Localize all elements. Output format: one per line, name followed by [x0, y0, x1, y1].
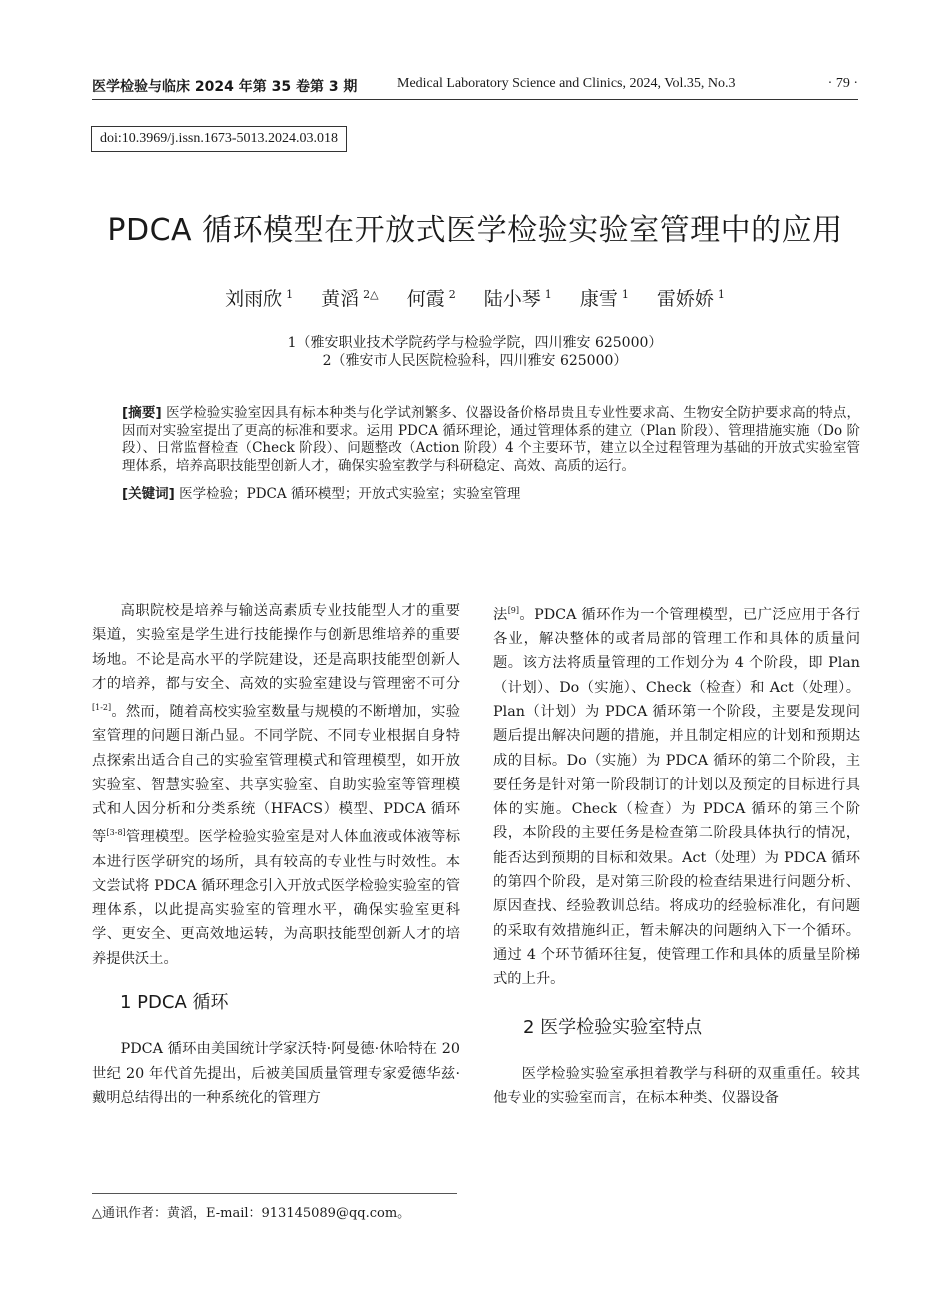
keywords-text: 医学检验；PDCA 循环模型；开放式实验室；实验室管理: [179, 486, 521, 502]
keywords-label: [关键词]: [122, 486, 175, 502]
affiliation-2: 2（雅安市人民医院检验科，四川雅安 625000）: [322, 353, 628, 369]
citation: [1-2]: [92, 703, 112, 713]
paragraph: PDCA 循环由美国统计学家沃特·阿曼德·休哈特在 20 世纪 20 年代首先提出，后被美国质量管理专家爱德华兹·戴明总结得出的一种系统化的管理方: [92, 1041, 460, 1106]
author-list: [0, 284, 950, 311]
keywords: [122, 482, 860, 502]
paragraph: 高职院校是培养与输送高素质专业技能型人才的重要渠道，实验室是学生进行技能操作与创新思维培养的重要场地。不论是高水平的学院建设，还是高职技能型创新人才的培养，都与安全、高效的实验室建设与管理密不可分[1-2]。然而，随着高校实验室数量与规模的不断增加，实验室管理的问题日渐凸显。不同学院、不同专业根据自身特点探索出适合自己的实验室管理模式和管理模型，如开放实验室、智慧实验室、共享实验室、自助实验室等管理模式和人因分析和分类系统（HFACS）模型、PDCA 循环等[3-8]管理模型。医学检验实验室是对人体血液或体液等标本进行医学研究的场所，具有较高的专业性与时效性。本文尝试将 PDCA 循环理念引入开放式医学检验实验室的管理体系，以此提高实验室的管理水平，确保实验室更科学、更安全、更高效地运转，为高职技能型创新人才的培养提供沃土。: [92, 603, 461, 967]
doi-box: doi:10.3969/j.issn.1673-5013.2024.03.018: [91, 126, 347, 152]
author: 刘雨欣 $^1$: [225, 287, 294, 310]
paragraph: 医学检验实验室承担着教学与科研的双重重任。较其他专业的实验室而言，在标本种类、仪器设备: [493, 1065, 860, 1107]
footnote-rule: [92, 1193, 457, 1194]
author: 陆小琴 $^1$: [483, 287, 552, 310]
header-rule: [92, 99, 858, 100]
section-heading-1: 1 PDCA 循环: [120, 991, 229, 1013]
journal-title-cn: 医学检验与临床 2024 年第 35 卷第 3 期: [92, 79, 358, 95]
author: 何霞 $^2$: [406, 287, 456, 310]
paragraph: 法[9]。PDCA 循环作为一个管理模型，已广泛应用于各行各业，解决整体的或者局部的管理工作和具体的质量问题。该方法将质量管理的工作划分为 4 个阶段，即 Plan（计划）、Do（实施）、Check（检查）和 Act（处理）。Plan（计划）为 PDCA 循环第一个阶段，主要是发现问题后提出解决问题的措施，并且制定相应的计划和预期达成的目标。Do（实施）为 PDCA 循环的第二个阶段，主要任务是针对第一阶段制订的计划以及预定的目标进行具体的实施。Check（检查）为 PDCA 循环的第三个阶段，本阶段的主要任务是检查第二阶段具体执行的情况，能否达到预期的目标和效果。Act（处理）为 PDCA 循环的第四个阶段，是对第三阶段的检查结果进行问题分析、原因查找、经验教训总结。将成功的经验标准化，有问题的采取有效措施纠正，暂未解决的问题纳入下一个循环。通过 4 个环节循环往复，使管理工作和具体的质量呈阶梯式的上升。: [493, 606, 861, 988]
author: 雷娇娇 $^1$: [656, 287, 725, 310]
author: 黄滔 $^{2\triangle}$: [321, 287, 379, 310]
corresponding-author-footnote: △通讯作者：黄滔，E-mail：913145089@qq.com。: [92, 1206, 411, 1221]
abstract-label: [摘要]: [122, 405, 162, 421]
section-heading-2: 2 医学检验实验室特点: [523, 1016, 703, 1038]
abstract: [122, 405, 860, 475]
body-column-right: [493, 599, 860, 1110]
author: 康雪 $^1$: [579, 287, 629, 310]
abstract-text: 医学检验实验室因具有标本种类与化学试剂繁多、仪器设备价格昂贵且专业性要求高、生物安全防护要求高的特点，因而对实验室提出了更高的标准和要求。运用 PDCA 循环理论，通过管理体系的建立（Plan 阶段）、管理措施实施（Do 阶段）、日常监督检查（Check 阶段）、问题整改（Action 阶段）4 个主要环节，建立以全过程管理为基础的开放式实验室管理体系，培养高职技能型创新人才，确保实验室教学与科研稳定、高效、高质的运行。: [122, 405, 861, 474]
article-title: PDCA 循环模型在开放式医学检验实验室管理中的应用: [107, 213, 843, 248]
affiliation-1: 1（雅安职业技术学院药学与检验学院，四川雅安 625000）: [287, 335, 663, 351]
citation: [3-8]: [106, 828, 126, 838]
citation: [9]: [507, 606, 520, 615]
body-column-left: [92, 599, 460, 1110]
journal-title-en: Medical Laboratory Science and Clinics, 2024, Vol.35, No.3: [397, 76, 736, 91]
running-header: [92, 76, 858, 98]
page-number: · 79 ·: [827, 76, 858, 91]
